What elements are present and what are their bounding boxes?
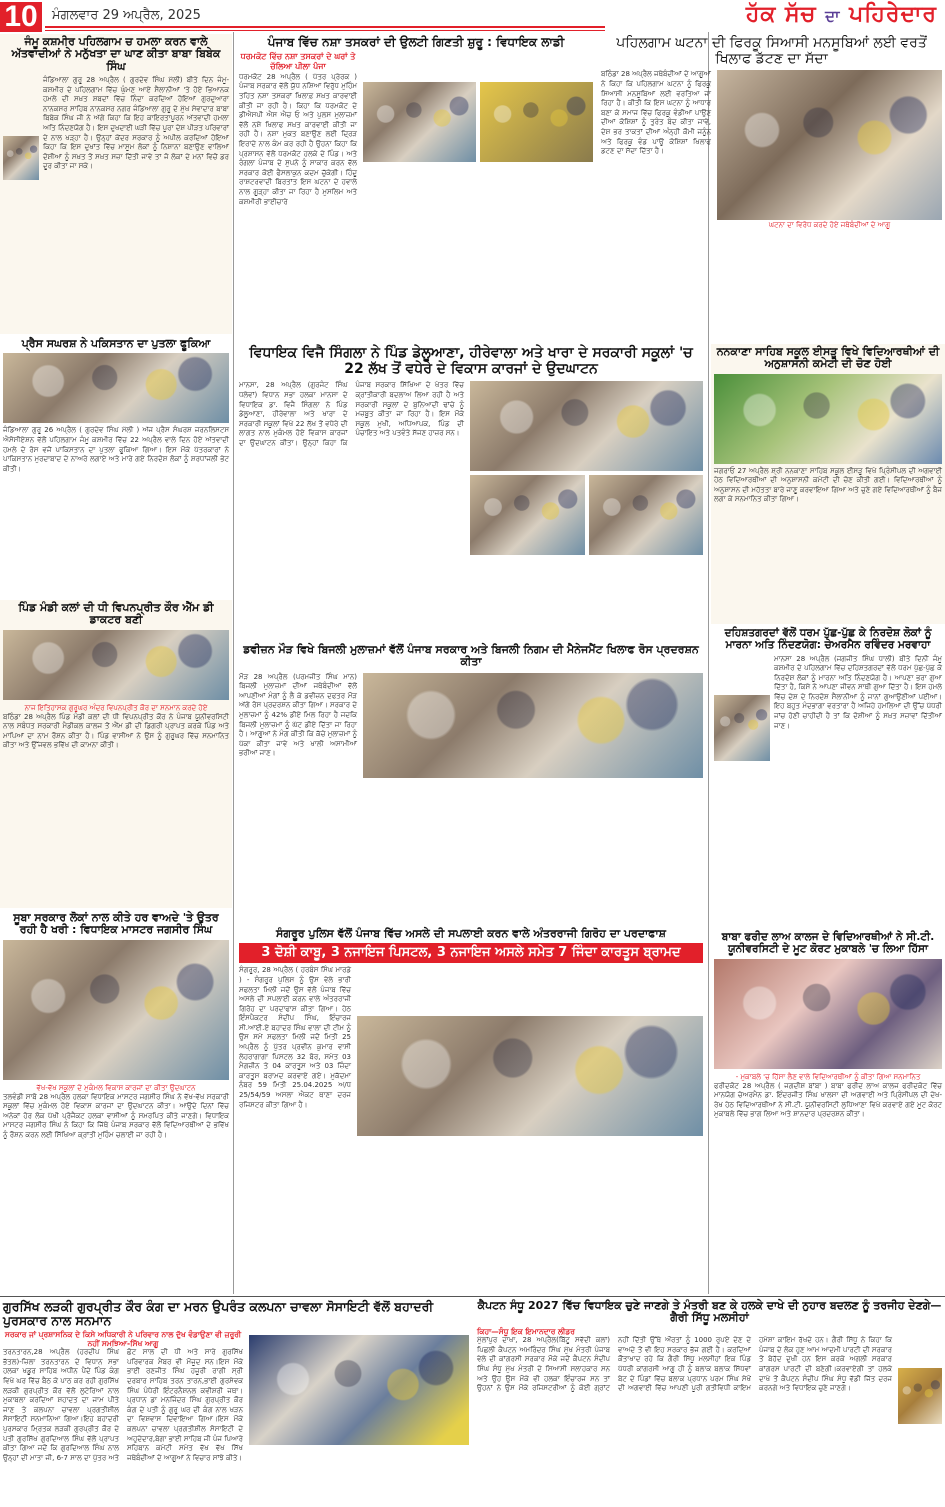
subheadline: ਕਿਹਾ—ਸੰਧੂ ਇਕ ਇਮਾਨਦਾਰ ਲੀਡਰ: [477, 1326, 575, 1336]
police-press-photo: [357, 1016, 703, 1136]
protest-photo: [3, 353, 229, 423]
bulldozer-photo: [480, 82, 593, 162]
headline: ਵਿਧਾਇਕ ਵਿਜੈ ਸਿੰਗਲਾ ਨੇ ਪਿੰਡ ਡੇਲੂਆਣਾ, ਹੀਰੇਵਾਲਾ ਅਤੇ ਖਾਰਾ ਦੇ ਸਰਕਾਰੀ ਸਕੂਲਾਂ 'ਚ 22 ਲੱਖ ਤੋਂ ਵਧੇਰੇ ਦੇ ਵਿਕਾਸ ਕਾਰਜਾਂ ਦੇ ਉਦਘਾਟਨ: [249, 345, 693, 377]
protest-rally-photo: [717, 70, 942, 220]
column-divider: [233, 32, 234, 1294]
headline: ਪਹਿਲਗਾਮ ਘਟਨਾ ਦੀ ਫਿਰਕੂ ਸਿਆਸੀ ਮਨਸੂਬਿਆਂ ਲਈ ਵਰਤੋਂ ਖਿਲਾਫ ਡੱਟਣ ਦਾ ਸੱਦਾ: [616, 35, 927, 67]
section-divider: [0, 1296, 945, 1297]
article-punjab-drugs[interactable]: [236, 34, 596, 342]
photo-caption: - ਮੁਕਾਬਲੇ 'ਚ ਹਿੱਸਾ ਲੈਣ ਵਾਲੇ ਵਿਦਿਆਰਥੀਆਂ ਨੂੰ ਕੀਤਾ ਗਿਆ ਸਨਮਾਨਿਤ: [735, 1072, 921, 1081]
headline: ਸੂਬਾ ਸਰਕਾਰ ਲੋਕਾਂ ਨਾਲ ਕੀਤੇ ਹਰ ਵਾਅਦੇ 'ਤੇ ਉਤਰ ਰਹੀ ਹੈ ਖਰੀ : ਵਿਧਾਇਕ ਮਾਸਟਰ ਜਗਸੀਰ ਸਿੰਘ: [13, 911, 219, 937]
article-body: ਮਾਨਸਾ 28 ਅਪ੍ਰੈਲ (ਜਗਜੀਤ ਸਿੰਘ ਧਾਲੀ) ਬੀਤੇ ਦਿਨੀਂ ਜੰਮੂ ਕਸ਼ਮੀਰ ਦੇ ਪਹਿਲਗਾਮ ਵਿੱਚ ਦਹਿਸ਼ਤਗਰਦਾਂ ਵੱਲੋਂ ਧਰਮ ਪੁੱਛ-ਪੁੱਛ ਕੇ ਨਿਰਦੋਸ਼ ਲੋਕਾਂ ਨੂੰ ਮਾਰਨਾ ਅਤਿ ਨਿੰਦਣਯੋਗ ਹੈ। ਆਪਣਾ ਭਰਾ ਗੁਆ ਦਿੱਤਾ ਹੈ, ਕਿਸੇ ਨੇ ਆਪਣਾ ਜੀਵਨ ਸਾਥੀ ਗੁਆ ਦਿੱਤਾ ਹੈ। ਇਸ ਹਮਲੇ ਵਿੱਚ ਦੇਸ਼ ਦੇ ਨਿਰਦੋਸ਼ ਸੈਲਾਨੀਆਂ ਨੂੰ ਜਾਨਾਂ ਗੁਆਉਣੀਆਂ ਪਈਆਂ। ਇਹ ਬਹੁਤ ਮੰਦਭਾਗਾ ਵਰਤਾਰਾ ਹੈ ਅਜਿਹੇ ਹਮਲਿਆਂ ਦੀ ਉੱਚ ਪੱਧਰੀ ਜਾਂਚ ਹੋਣੀ ਚਾਹੀਦੀ ਹੈ ਤਾਂ ਕਿ ਦੋਸ਼ੀਆਂ ਨੂੰ ਸਖ਼ਤ ਸਜ਼ਾਵਾਂ ਦਿੱਤੀਆਂ ਜਾਣ।: [774, 654, 942, 730]
article-singla[interactable]: [236, 344, 706, 640]
article-body: ਮਾਨਸਾ, 28 ਅਪ੍ਰੈਲ (ਗੁਰਜੰਟ ਸਿੰਘ ਧਲੇਵਾਂ) ਵਿਧਾਨ ਸਭਾ ਹਲਕਾ ਮਾਨਸਾ ਦੇ ਵਿਧਾਇਕ ਡਾ. ਵਿਜੈ ਸਿੰਗਲਾ ਨੇ ਪਿੰਡ ਡੇਲੂਆਣਾ, ਹੀਰੇਵਾਲਾ ਅਤੇ ਖਾਰਾ ਦੇ ਸਰਕਾਰੀ ਸਕੂਲਾਂ ਵਿਖੇ 22 ਲੱਖ ਤੋਂ ਵਧੇਰੇ ਦੀ ਲਾਗਤ ਨਾਲ ਮੁਕੰਮਲ ਹੋਏ ਵਿਕਾਸ ਕਾਰਜਾਂ ਦਾ ਉਦਘਾਟਨ ਕੀਤਾ। ਉਨ੍ਹਾਂ ਕਿਹਾ ਕਿ ਪੰਜਾਬ ਸਰਕਾਰ ਸਿੱਖਿਆ ਦੇ ਖੇਤਰ ਵਿੱਚ ਕ੍ਰਾਂਤੀਕਾਰੀ ਬਦਲਾਅ ਲਿਆ ਰਹੀ ਹੈ ਅਤੇ ਸਰਕਾਰੀ ਸਕੂਲਾਂ ਦੇ ਬੁਨਿਆਦੀ ਢਾਂਚੇ ਨੂੰ ਮਜ਼ਬੂਤ ਕੀਤਾ ਜਾ ਰਿਹਾ ਹੈ। ਇਸ ਮੌਕੇ ਸਕੂਲ ਮੁਖੀ, ਅਧਿਆਪਕ, ਪਿੰਡ ਦੀ ਪੰਚਾਇਤ ਅਤੇ ਪਤਵੰਤੇ ਸੱਜਣ ਹਾਜ਼ਰ ਸਨ।: [239, 381, 464, 447]
article-body: ਮੁੱਲਾਂਪੁਰ ਦਾਖਾ, 28 ਅਪ੍ਰੈਲ(ਬਿੱਟੂ ਸਵੱਦੀ ਕਲਾਂ) ਪਿਛਲੀ ਕੈਪਟਨ ਅਮਰਿੰਦਰ ਸਿੰਘ ਮੁੱਖ ਮੰਤਰੀ ਪੰਜਾਬ ਵੇਲੇ ਦੀ ਕਾਂਗਰਸੀ ਸਰਕਾਰ ਮੌਕੇ ਜਦੋਂ ਕੈਪਟਨ ਸੰਦੀਪ ਸਿੰਘ ਸੰਧੂ ਮੁੱਖ ਮੰਤਰੀ ਦੇ ਸਿਆਸੀ ਸਲਾਹਕਾਰ ਸਨ ਅਤੇ ਉਹ ਉਸ ਮੌਕੇ ਵੀ ਹਲਕਾ ਇੰਚਾਰਜ ਸਨ ਤਾਂ ਉਹਨਾਂ ਨੇ ਉਸ ਮੌਕੇ ਰਜਿਸਟਰੀਆਂ ਨੂੰ ਕੋਈ ਗ੍ਰਾਂਟ ਨਹੀਂ ਦਿੱਤੀ ਉੱਥੇ ਔਰਤਾਂ ਨੂੰ 1000 ਰੁਪਏ ਦੇਣ ਦੇ ਵਾਅਦੇ ਤੋਂ ਵੀ ਇਹ ਸਰਕਾਰ ਭੱਜ ਗਈ ਹੈ। ਕਰਦਿਆਂ ਕੌਂਤਾਖਾਦ ਰਹੇ ਕਿ ਗੈਰੀ ਸਿੱਧੂ ਮਲਸੀਹਾਂ ਇਕ ਪਿੰਡ ਪੱਧਰੀ ਕਾਂਗਰਸੀ ਆਗੂ ਹੀ ਨੂੰ ਬਲਾਕ ਬਲਾਕ ਸਿੱਧਵਾਂ ਬੇਟ ਦੇ ਪਿੰਡਾਂ ਵਿੱਚ ਬਲਾਕ ਪ੍ਰਧਾਨ ਪਰਮ ਸਿੰਘ ਸੇਖੋਂ ਦੀ ਅਗਵਾਈ ਵਿੱਚ ਆਪਣੀ ਪੂਰੀ ਗਤੀਵਿਧੀ ਕਾਇਮ ਹਮੇਸ਼ਾ ਕਾਇਮ ਰੱਖਦੇ ਹਨ। ਗੈਰੀ ਸਿੱਧੂ ਨੇ ਕਿਹਾ ਕਿ ਪੰਜਾਬ ਦੇ ਲੋਕ ਹੁਣ ਆਮ ਆਦਮੀ ਪਾਰਟੀ ਦੀ ਸਰਕਾਰ ਤੋਂ ਬੇਹੱਦ ਦੁਖੀ ਹਨ ਇਸ ਕਰਕੇ ਅਗਲੀ ਸਰਕਾਰ ਕਾਂਗਰਸ ਪਾਰਟੀ ਦੀ ਬਣੇਗੀ।ਕਰਵਾਏਗੀ ਤਾਂ ਹਲਕੇ ਦਾਖੇ ਤੋਂ ਕੈਪਟਨ ਸੰਦੀਪ ਸਿੰਘ ਸੰਧੂ ਵੱਡੀ ਜਿੱਤ ਦਰਜ ਕਰਨਗੇ ਅਤੇ ਵਿਧਾਇਕ ਚੁਣੇ ਜਾਣਗੇ।: [477, 1336, 892, 1393]
headline: ਸੰਗਰੂਰ ਪੁਲਿਸ ਵੱਲੋਂ ਪੰਜਾਬ ਵਿੱਚ ਅਸਲੇ ਦੀ ਸਪਲਾਈ ਕਰਨ ਵਾਲੇ ਅੰਤਰਰਾਜੀ ਗਿਰੋਹ ਦਾ ਪਰਦਾਫਾਸ਼: [276, 927, 666, 940]
headline: ਦਹਿਸ਼ਤਗਰਦਾਂ ਵੱਲੋਂ ਧਰਮ ਪੁੱਛ-ਪੁੱਛ ਕੇ ਨਿਰਦੋਸ਼ ਲੋਕਾਂ ਨੂੰ ਮਾਰਨਾ ਅਤਿ ਨਿੰਦਣਯੋਗ: ਚੇਅਰਮੈਨ ਰਵਿੰਦਰ ਮਰਵਾਹਾ: [724, 627, 932, 651]
article-body: ਧਰਮਕੋਟ 28 ਅਪ੍ਰੈਲ ( ਪੱਤਰ ਪ੍ਰੇਰਕ ) ਪੰਜਾਬ ਸਰਕਾਰ ਵੱਲੋਂ ਯੁੱਧ ਨਸ਼ਿਆਂ ਵਿਰੁੱਧ ਮੁਹਿੰਮ ਤਹਿਤ ਨਸ਼ਾ ਤਸਕਰਾਂ ਖਿਲਾਫ਼ ਸਖ਼ਤ ਕਾਰਵਾਈ ਕੀਤੀ ਜਾ ਰਹੀ ਹੈ। ਕਿਹਾ ਕਿ ਧਰਮਕੋਟ ਦੇ ਡੀਐਸਪੀ ਐਸ ਐਚ ਓ ਅਤੇ ਪੁਲਸ ਮੁਲਾਜ਼ਮਾਂ ਵੱਲੋਂ ਨਸ਼ੇ ਖਿਲਾਫ ਸਖ਼ਤ ਕਾਰਵਾਈ ਕੀਤੀ ਜਾ ਰਹੀ ਹੈ। ਨਸ਼ਾ ਮੁਕਤ ਬਣਾਉਣ ਲਈ ਦ੍ਰਿੜ ਇਰਾਦੇ ਨਾਲ ਕੰਮ ਕਰ ਰਹੀ ਹੈ ਉਹਨਾ ਕਿਹਾ ਕਿ ਪ੍ਰਸ਼ਾਸਨ ਵੱਲੋਂ ਧਰਮਕੋਟ ਹਲਕੇ ਦੇ ਪਿੰਡ। ਅਤੇ ਰੰਗਲਾ ਪੰਜਾਬ ਦੇ ਸੁਪਨੇ ਨੂੰ ਸਾਕਾਰ ਕਰਨ ਵੱਲ ਸਰਕਾਰ ਕੋਈ ਫੈਸਲਾਕੁਨ ਕਦਮ ਚੁੱਕੇਗੀ। ਹਿੰਦੂ ਰਾਸ਼ਟਰਵਾਦੀ ਬਿਰਤਾਂਤ ਇਸ ਘਟਨਾ ਦੇ ਹਵਾਲੇ ਨਾਲ ਗੂੜ੍ਹਾ ਕੀਤਾ ਜਾ ਰਿਹਾ ਹੈ ਮੁਸਲਿਮ ਅਤੇ ਕਸ਼ਮੀਰੀ ਭਾਈਚਾਰੇ: [239, 72, 357, 206]
article-baba-farid[interactable]: [711, 930, 945, 1294]
school-event-photo-2: [589, 475, 704, 555]
article-body: ਬਠਿੰਡਾ 28 ਅਪ੍ਰੈਲ ਜਥੇਬੰਦੀਆਂ ਦੇ ਆਗੂਆਂ ਨੇ ਕਿਹਾ ਕਿ ਪਹਿਲਗਾਮ ਘਟਨਾ ਨੂੰ ਫਿਰਕੂ ਸਿਆਸੀ ਮਨਸੂਬਿਆਂ ਲਈ ਵਰਤਿਆ ਜਾ ਰਿਹਾ ਹੈ। ਕੀਤੀ ਕਿ ਇਸ ਘਟਨਾ ਨੂੰ ਆਧਾਰ ਬਣਾ ਕੇ ਸਮਾਜ ਵਿੱਚ ਫਿਰਕੂ ਵੰਡੀਆਂ ਪਾਉਣ ਦੀਆਂ ਕੋਸ਼ਿਸ਼ਾਂ ਨੂੰ ਤੁਰੰਤ ਬੰਦ ਕੀਤਾ ਜਾਵੇ, ਦੇਸ਼ ਭਰ ਤਾਕਤਾਂ ਦੀਆਂ ਅੰਨ੍ਹੀ ਕੌਮੀ ਜਨੂੰਨ ਅਤੇ ਫਿਰਕੂ ਵੰਡ ਪਾਊ ਕੋਸ਼ਿਸ਼ਾਂ ਖਿਲਾਫ ਡਟਣ ਦਾ ਸੱਦਾ ਦਿੱਤਾ ਹੈ।: [601, 70, 711, 156]
headline: ਨਨਕਾਣਾ ਸਾਹਿਬ ਸਕੂਲ ਈਸੜੂ ਵਿਖੇ ਵਿਦਿਆਰਥੀਆਂ ਦੀ ਅਨੁਸ਼ਾਸਨੀ ਕਮੇਟੀ ਦੀ ਚੋਣ ਹੋਈ: [716, 345, 940, 371]
school-event-photo-1: [470, 475, 585, 555]
article-pahalgam[interactable]: [598, 34, 945, 342]
students-photo: [714, 374, 942, 464]
headline: ਪ੍ਰੈਸ ਸਘਰਸ਼ ਨੇ ਪਕਿਸਤਾਨ ਦਾ ਪੁਤਲਾ ਫੂਕਿਆ: [21, 337, 211, 350]
logo-text-3: ਪਹਿਰੇਦਾਰ: [849, 2, 937, 27]
headline: ਜੰਮੂ ਕਸ਼ਮੀਰ ਪਹਿਲਗਾਮ ਚ ਹਮਲਾ ਕਰਨ ਵਾਲੇ ਅੱਤਵਾਦੀਆਂ ਨੇ ਮਨੁੱਖਤਾ ਦਾ ਘਾਣ ਕੀਤਾ ਬਾਬਾ ਬਿਬੇਕ ਸਿੰਘ: [11, 35, 221, 73]
article-body: ਤਰਨਤਾਰਨ,28 ਅਪ੍ਰੈਲ (ਹਰਦੀਪ ਸਿੰਘ ਭੱਤਲ)-ਜ਼ਿਲਾ ਤਰਨਤਾਰਨ ਦੇ ਵਿਧਾਨ ਸਭਾ ਹਲਕਾ ਖਡੂਰ ਸਾਹਿਬ ਅਧੀਨ ਪੈਂਦੇ ਪਿੰਡ ਕੰਗ ਵਿਖੇ ਘਰ ਵਿੱਚ ਬੈਠ ਕੇ ਪਾਠ ਕਰ ਰਹੀ ਗੁਰਸਿੱਖ ਲੜਕੀ ਗੁਰਪ੍ਰੀਤ ਕੌਰ ਵੱਲੋਂ ਲੁਟੇਰਿਆਂ ਨਾਲ ਮੁਕਾਬਲਾ ਕਰਦਿਆਂ ਸ਼ਹਾਦਤ ਦਾ ਜਾਮ ਪੀਤੇ ਜਾਣ ਤੇ ਕਲਪਨਾ ਚਾਵਲਾ ਪ੍ਰਗਤੀਸ਼ੀਲ ਸੋਸਾਇਟੀ ਸਨਮਾਨਿਆ ਗਿਆ।ਇਹ ਬਹਾਦਰੀ ਪੁਰਸਕਾਰ ਮ੍ਰਿਤਕ ਲੜਕੀ ਗੁਰਪ੍ਰੀਤ ਕੌਰ ਦੇ ਪਤੀ ਗੁਰਸਿੱਖ ਗੁਰਦਿਆਲ ਸਿੰਘ ਵੱਲੋਂ ਪ੍ਰਾਪਤ ਕੀਤਾ ਗਿਆ ਜਦੋਂ ਕਿ ਗੁਰਦਿਆਲ ਸਿੰਘ ਨਾਲ ਉਨ੍ਹਾਂ ਦੀ ਮਾਤਾ ਜੀ, 6-7 ਸਾਲ ਦਾ ਪੁੱਤਰ ਅਤੇ ਛੋਟ ਸਾਲ ਦੀ ਧੀ ਅਤੇ ਸਾਰੇ ਗੁਰਸਿੱਖ ਪਰਿਵਾਰਕ ਮੈਂਬਰ ਵੀ ਮੌਜੂਦ ਸਨ।ਇਸ ਮੌਕੇ ਭਾਈ ਰਣਜੀਤ ਸਿੰਘ ਹਜ਼ੂਰੀ ਰਾਗੀ ਸ੍ਰੀ ਦਰਬਾਰ ਸਾਹਿਬ ਤਰਨ ਤਾਰਨ,ਭਾਈ ਗੁਰਸੇਵਕ ਸਿੰਘ ਪੰਧੇਰੀ ਇੰਟਰਨੈਸ਼ਨਲ ਕਵੀਸ਼ਰੀ ਜਥਾ। ਪ੍ਰਧਾਨ ਡਾ ਮਨਜਿੰਦਰ ਸਿੰਘ ਗੁਰਪ੍ਰੀਤ ਕੌਰ ਕੰਗ ਦੇ ਪਤੀ ਨੂੰ ਗੁਰੂ ਘਰ ਦੀ ਕੰਗ ਨਾਲ ਖੜਨ ਦਾ ਵਿਸ਼ਵਾਸ ਦਿਵਾਇਆ ਗਿਆ।ਇਸ ਮੌਕੇ ਕਲਪਨਾ ਚਾਵਲਾ ਪ੍ਰਗਤੀਸ਼ੀਲ ਸੋਸਾਇਟੀ ਦੇ ਅਹੁਦੇਦਾਰ,ਬੇਗਾ ਭਾਈ ਸਾਹਿਬ ਜੀ ਪੰਜ ਪਿਆਰੇ ਸਹਿਬਾਨ ਕਮੇਟੀ ਸਮੇਤ ਵੱਖ ਵੱਖ ਸਿੱਖ ਜਥੇਬੰਦੀਆਂ ਦੇ ਆਗੂਆਂ ਨੇ ਵਿਚਾਰ ਸਾਂਝੇ ਕੀਤੇ।: [3, 1348, 243, 1462]
award-ceremony-photo: [249, 1335, 469, 1445]
article-press-club[interactable]: [0, 336, 232, 598]
headline: ਕੈਪਟਨ ਸੰਧੂ 2027 ਵਿੱਚ ਵਿਧਾਇਕ ਚੁਣੇ ਜਾਣਗੇ ਤੇ ਮੰਤਰੀ ਬਣ ਕੇ ਹਲਕੇ ਦਾਖੇ ਦੀ ਨੁਹਾਰ ਬਦਲਣ ਨੂੰ ਤਰਜੀਹ ਦੇਣਗੇ—ਗੈਰੀ ਸਿੱਧੂ ਮਲਸੀਹਾਂ: [477, 1299, 942, 1325]
headline: ਗੁਰਸਿੱਖ ਲੜਕੀ ਗੁਰਪ੍ਰੀਤ ਕੌਰ ਕੰਗ ਦਾ ਮਰਨ ਉਪਰੰਤ ਕਲਪਨਾ ਚਾਵਲਾ ਸੋਸਾਇਟੀ ਵੱਲੋਂ ਬਹਾਦਰੀ ਪੁਰਸਕਾਰ ਨਾਲ ਸਨਮਾਨ: [3, 1299, 434, 1328]
portrait-photo: [3, 136, 39, 180]
logo-text-2: ਦਾ: [825, 7, 841, 25]
article-gurpreet[interactable]: [0, 1298, 472, 1507]
subheadline: ਧਰਮਕੋਟ ਵਿੱਚ ਨਸ਼ਾ ਤਸਕਰਾਂ ਦੇ ਘਰਾਂ ਤੇ ਚੱਲਿਆ ਪੀਲਾ ਪੰਜਾ: [240, 52, 356, 71]
portrait-photo: [898, 1368, 942, 1424]
headline: ਪੰਜਾਬ ਵਿੱਚ ਨਸ਼ਾ ਤਸਕਰਾਂ ਦੀ ਉਲਟੀ ਗਿਣਤੀ ਸ਼ੁਰੂ : ਵਿਧਾਇਕ ਲਾਡੀ: [267, 35, 565, 49]
article-jammu[interactable]: [0, 34, 232, 334]
headline: ਪਿੰਡ ਮੰਡੀ ਕਲਾਂ ਦੀ ਧੀ ਵਿਪਨਪ੍ਰੀਤ ਕੌਰ ਐੱਮ ਡੀ ਡਾਕਟਰ ਬਣੀ: [18, 601, 214, 627]
article-power-protest[interactable]: [236, 642, 706, 924]
article-master-jagsir[interactable]: [0, 910, 232, 1294]
photo-caption: ਨਾਜ ਇਤਿਹਾਸਕ ਗੁਰੂਘਰ ਅੰਦਰ ਵਿਪਨਪ੍ਰੀਤ ਕੌਰ ਦਾ ਸਨਮਾਨ ਕਰਦੇ ਹੋਏ: [24, 703, 208, 712]
ceremony-photo: [3, 630, 229, 700]
headline: ਡਵੀਜ਼ਨ ਮੌੜ ਵਿਖੇ ਬਿਜਲੀ ਮੁਲਾਜ਼ਮਾਂ ਵੱਲੋਂ ਪੰਜਾਬ ਸਰਕਾਰ ਅਤੇ ਬਿਜਲੀ ਨਿਗਮ ਦੀ ਮੈਨੇਜਮੈਂਟ ਖਿਲਾਫ ਰੋਸ ਪ੍ਰਦਰਸ਼ਨ ਕੀਤਾ: [243, 643, 699, 669]
article-nankana[interactable]: [711, 344, 945, 624]
photo-caption: ਘਟਨਾ ਦਾ ਵਿਰੋਧ ਕਰਦੇ ਹੋਏ ਜਥੇਬੰਦੀਆਂ ਦੇ ਆਗੂ: [768, 221, 891, 230]
article-body: ਬਠਿੰਡਾ 28 ਅਪ੍ਰੈਲ ਪਿੰਡ ਮੰਡੀ ਕਲਾਂ ਦੀ ਧੀ ਵਿਪਨਪ੍ਰੀਤ ਕੌਰ ਨੇ ਪੰਜਾਬ ਯੂਨੀਵਰਸਿਟੀ ਨਾਲ ਸਬੰਧਤ ਸਰਕਾਰੀ ਮੈਡੀਕਲ ਕਾਲਜ ਤੋਂ ਐੱਮ ਡੀ ਦੀ ਡਿਗਰੀ ਪ੍ਰਾਪਤ ਕਰਕੇ ਪਿੰਡ ਅਤੇ ਮਾਪਿਆਂ ਦਾ ਨਾਮ ਰੌਸ਼ਨ ਕੀਤਾ ਹੈ। ਪਿੰਡ ਵਾਸੀਆਂ ਨੇ ਉਸ ਨੂੰ ਗੁਰੂਘਰ ਵਿੱਚ ਸਨਮਾਨਿਤ ਕੀਤਾ ਅਤੇ ਉੱਜਵਲ ਭਵਿੱਖ ਦੀ ਕਾਮਨਾ ਕੀਤੀ।: [3, 712, 229, 750]
article-captain[interactable]: [474, 1298, 945, 1507]
article-body: ਜੰਡਿਆਲਾ ਗੁਰੂ 28 ਅਪ੍ਰੈਲ ( ਗੁਰਦੇਵ ਸਿੰਘ ਮੱਲੀ) ਬੀਤੇ ਦਿਨ ਜੰਮੂ-ਕਸ਼ਮੀਰ ਦੇ ਪਹਿਲਗਾਮ ਵਿੱਚ ਘੁੰਮਣ ਆਏ ਸੈਲਾਨੀਆਂ 'ਤੇ ਹੋਏ ਭਿਆਨਕ ਹਮਲੇ ਦੀ ਸਖ਼ਤ ਸ਼ਬਦਾਂ ਵਿੱਚ ਨਿੰਦਾ ਕਰਦਿਆਂ ਹੋਇਆਂ ਗੁਰਦੁਆਰਾ ਨਾਨਕਸਰ ਸਾਹਿਬ ਨਾਨਕਸਰ ਨਗਰ ਜੰਡਿਆਲਾ ਗੁਰੂ ਦੇ ਮੁੱਖ ਸੇਵਾਦਾਰ ਬਾਬਾ ਬਿਬੇਕ ਸਿੰਘ ਜੀ ਨੇ ਅੱਗੇ ਕਿਹਾ ਕਿ ਇਹ ਕਾਇਰਤਾਪੂਰਨ ਅੱਤਵਾਦੀ ਹਮਲਾ ਅਤਿ ਨਿੰਦਣਯੋਗ ਹੈ। ਇਸ ਦੁਖਦਾਈ ਘੜੀ ਵਿੱਚ ਪੂਰਾ ਦੇਸ਼ ਪੀੜਤ ਪਰਿਵਾਰਾਂ ਦੇ ਨਾਲ ਖੜ੍ਹਾ ਹੈ। ਉਨ੍ਹਾਂ ਕੇਂਦਰ ਸਰਕਾਰ ਨੂੰ ਅਪੀਲ ਕਰਦਿਆਂ ਹੋਇਆਂ ਕਿਹਾ ਕਿ ਇਸ ਦੁਖਾਂਤ ਵਿੱਚ ਮਾਸੂਮ ਲੋਕਾਂ ਨੂੰ ਨਿਸ਼ਾਨਾ ਬਣਾਉਣ ਵਾਲਿਆਂ ਦੋਸ਼ੀਆਂ ਨੂੰ ਸਖ਼ਤ ਤੋਂ ਸਖ਼ਤ ਸਜ਼ਾ ਦਿੱਤੀ ਜਾਵੇ ਤਾਂ ਜੋ ਲੋਕਾਂ ਦੇ ਮਨਾਂ ਵਿਚੋਂ ਡਰ ਦੂਰ ਕੀਤਾ ਜਾ ਸਕੇ।: [43, 75, 229, 171]
demolition-photo: [363, 82, 476, 162]
school-inauguration-photo: [470, 381, 703, 471]
issue-date: ਮੰਗਲਵਾਰ 29 ਅਪ੍ਰੈਲ, 2025: [52, 8, 201, 23]
article-condolence[interactable]: [711, 626, 945, 928]
article-body: ਤਲਵੰਡੀ ਸਾਬੋ 28 ਅਪ੍ਰੈਲ ਹਲਕਾ ਵਿਧਾਇਕ ਮਾਸਟਰ ਜਗਸੀਰ ਸਿੰਘ ਨੇ ਵੱਖ-ਵੱਖ ਸਰਕਾਰੀ ਸਕੂਲਾਂ ਵਿੱਚ ਮੁਕੰਮਲ ਹੋਏ ਵਿਕਾਸ ਕਾਰਜਾਂ ਦਾ ਉਦਘਾਟਨ ਕੀਤਾ। ਆਉਂਦੇ ਦਿਨਾਂ ਵਿੱਚ ਅਨੇਕਾਂ ਹੋਰ ਲੋਕ ਪੱਖੀ ਪ੍ਰੋਜੈਕਟ ਹਲਕਾ ਵਾਸੀਆਂ ਨੂੰ ਸਮਰਪਿਤ ਕੀਤੇ ਜਾਣਗੇ। ਵਿਧਾਇਕ ਮਾਸਟਰ ਜਗਸੀਰ ਸਿੰਘ ਨੇ ਕਿਹਾ ਕਿ ਜਿੱਥੇ ਪੰਜਾਬ ਸਰਕਾਰ ਵੱਲੋਂ ਵਿਦਿਆਰਥੀਆਂ ਦੇ ਭਵਿੱਖ ਨੂੰ ਰੌਸ਼ਨ ਕਰਨ ਲਈ ਸਿੱਖਿਆ ਕ੍ਰਾਂਤੀ ਮੁਹਿੰਮ ਚਲਾਈ ਜਾ ਰਹੀ ਹੈ।: [3, 1092, 229, 1140]
photo-caption: ਵੱਖ-ਵੱਖ ਸਕੂਲਾਂ ਦੇ ਮੁਕੰਮਲ ਵਿਕਾਸ ਕਾਰਜਾਂ ਦਾ ਕੀਤਾ ਉਦਘਾਟਨ: [36, 1083, 196, 1092]
article-body: ਜੰਡਿਆਲਾ ਗੁਰੂ 26 ਅਪ੍ਰੈਲ ( ਗੁਰਦੇਵ ਸਿੰਘ ਮੱਲੀ ) ਅੱਜ ਪ੍ਰੈਸ ਸੰਘਰਸ਼ ਜਰਨਲਿਸਟਸ ਐਸੋਸੀਏਸ਼ਨ ਵੱਲੋਂ ਪਹਿਲਗਾਮ ਜੰਮੂ ਕਸ਼ਮੀਰ ਵਿੱਚ 22 ਅਪ੍ਰੈਲ ਵਾਲੇ ਦਿਨ ਹੋਏ ਅੱਤਵਾਦੀ ਹਮਲੇ ਦੇ ਰੋਸ ਵਜੋਂ ਪਾਕਿਸਤਾਨ ਦਾ ਪੁਤਲਾ ਫੂਕਿਆ ਗਿਆ। ਇਸ ਮੌਕੇ ਪੱਤਰਕਾਰਾਂ ਨੇ ਪਾਕਿਸਤਾਨ ਮੁਰਦਾਬਾਦ ਦੇ ਨਾਅਰੇ ਲਗਾਏ ਅਤੇ ਮਾਰੇ ਗਏ ਨਿਰਦੋਸ਼ ਲੋਕਾਂ ਨੂੰ ਸ਼ਰਧਾਂਜਲੀ ਭੇਟ ਕੀਤੀ।: [3, 426, 229, 473]
newspaper-logo[interactable]: [746, 2, 937, 27]
logo-text-1: ਹੱਕ ਸੱਚ: [745, 2, 817, 27]
article-body: ਮੌੜ 28 ਅਪ੍ਰੈਲ (ਪਰਮਜੀਤ ਸਿੰਘ ਮਾਨ) ਬਿਜਲੀ ਮੁਲਾਜ਼ਮਾਂ ਦੀਆਂ ਜਥੇਬੰਦੀਆਂ ਵੱਲੋਂ ਆਪਣੀਆਂ ਮੰਗਾਂ ਨੂੰ ਲੈ ਕੇ ਡਵੀਜ਼ਨ ਦਫਤਰ ਮੌੜ ਅੱਗੇ ਰੋਸ ਪ੍ਰਦਰਸ਼ਨ ਕੀਤਾ ਗਿਆ। ਸਰਕਾਰ ਦੇ ਮੁਲਾਜ਼ਮਾਂ ਨੂੰ 42% ਡੀਏ ਮਿਲ ਰਿਹਾ ਹੈ ਜਦਕਿ ਬਿਜਲੀ ਮੁਲਾਜ਼ਮਾਂ ਨੂੰ ਘੱਟ ਡੀਏ ਦਿੱਤਾ ਜਾ ਰਿਹਾ ਹੈ। ਆਗੂਆਂ ਨੇ ਮੰਗ ਕੀਤੀ ਕਿ ਕੱਚੇ ਮੁਲਾਜ਼ਮਾਂ ਨੂੰ ਪੱਕਾ ਕੀਤਾ ਜਾਵੇ ਅਤੇ ਖਾਲੀ ਅਸਾਮੀਆਂ ਭਰੀਆਂ ਜਾਣ।: [239, 672, 357, 758]
highlight-banner: 3 ਦੋਸ਼ੀ ਕਾਬੂ, 3 ਨਜਾਇਜ ਪਿਸਟਲ, 3 ਨਜਾਇਜ ਅਸਲੇ ਸਮੇਤ 7 ਜਿੰਦਾ ਕਾਰਤੂਸ ਬ੍ਰਾਮਦ: [239, 943, 703, 963]
masthead: [0, 0, 945, 33]
article-body: ਜਗਰਾਓਂ 27 ਅਪ੍ਰੈਲ ਸ਼੍ਰੀ ਨਨਕਾਣਾ ਸਾਹਿਬ ਸਕੂਲ ਈਸੜੂ ਵਿਖੇ ਪ੍ਰਿੰਸੀਪਲ ਦੀ ਅਗਵਾਈ ਹੇਠ ਵਿਦਿਆਰਥੀਆਂ ਦੀ ਅਨੁਸ਼ਾਸਨੀ ਕਮੇਟੀ ਦੀ ਚੋਣ ਕੀਤੀ ਗਈ। ਵਿਦਿਆਰਥੀਆਂ ਨੂੰ ਅਨੁਸ਼ਾਸਨ ਦੀ ਮਹੱਤਤਾ ਬਾਰੇ ਜਾਣੂ ਕਰਵਾਇਆ ਗਿਆ ਅਤੇ ਚੁਣੇ ਗਏ ਵਿਦਿਆਰਥੀਆਂ ਨੂੰ ਬੈਜ ਲਗਾ ਕੇ ਸਨਮਾਨਿਤ ਕੀਤਾ ਗਿਆ।: [714, 466, 942, 504]
subheadline: ਸਰਕਾਰ ਜਾਂ ਪ੍ਰਸ਼ਾਸਨਿਕ ਦੇ ਕਿਸੇ ਅਧਿਕਾਰੀ ਨੇ ਪਰਿਵਾਰ ਨਾਲ ਦੁੱਖ ਵੰਡਾਉਣਾ ਵੀ ਜ਼ਰੂਰੀ ਨਹੀਂ ਸਮਝਿਆ-ਸਿੱਖ ਆਗੂ: [4, 1330, 242, 1348]
inauguration-photo: [3, 940, 229, 1080]
article-sangrur-police[interactable]: [236, 926, 706, 1294]
header-rule-thin: [45, 30, 605, 31]
students-award-photo: [714, 959, 942, 1069]
page-number: 10: [0, 2, 42, 32]
protest-photo: [363, 673, 703, 778]
headline: ਬਾਬਾ ਫਰੀਦ ਲਾਅ ਕਾਲਜ ਦੇ ਵਿਦਿਆਰਥੀਆਂ ਨੇ ਸੀ.ਟੀ. ਯੂਨੀਵਰਸਿਟੀ ਦੇ ਮੂਟ ਕੋਰਟ ਮੁਕਾਬਲੇ 'ਚ ਲਿਆ ਹਿੱਸਾ: [721, 931, 935, 955]
article-mandi-kalan[interactable]: [0, 600, 232, 908]
header-rule: [45, 26, 605, 28]
article-body: ਫਰੀਦਕੋਟ 28 ਅਪ੍ਰੈਲ ( ਜਗਦੀਸ਼ ਬਾਂਬਾ ) ਬਾਬਾ ਫਰੀਦ ਲਾਅ ਕਾਲਜ ਫਰੀਦਕੋਟ ਵਿੱਚ ਮਾਨਯੋਗ ਚੇਅਰਮੈਨ ਡਾ. ਇੰਦਰਜੀਤ ਸਿੰਘ ਖਾਲਸਾ ਦੀ ਅਗਵਾਈ ਅਤੇ ਪ੍ਰਿੰਸੀਪਲ ਦੀ ਦੇਖ-ਰੇਖ ਹੇਠ ਵਿਦਿਆਰਥੀਆਂ ਨੇ ਸੀ.ਟੀ. ਯੂਨੀਵਰਸਿਟੀ ਲੁਧਿਆਣਾ ਵਿਖੇ ਕਰਵਾਏ ਗਏ ਮੂਟ ਕੋਰਟ ਮੁਕਾਬਲੇ ਵਿੱਚ ਭਾਗ ਲਿਆ ਅਤੇ ਸ਼ਾਨਦਾਰ ਪ੍ਰਦਰਸ਼ਨ ਕੀਤਾ।: [714, 1081, 942, 1119]
chairman-portrait: [714, 695, 770, 761]
article-body: ਸੰਗਰੂਰ, 28 ਅਪ੍ਰੈਲ ( ਹਰਬੰਸ ਸਿੰਘ ਮਾਰਡੇ ) - ਸੰਗਰੂਰ ਪੁਲਿਸ ਨੂੰ ਉਸ ਵੇਲੇ ਭਾਰੀ ਸਫਲਤਾ ਮਿਲੀ ਜਦੋਂ ਉਸ ਵੱਲੋਂ ਪੰਜਾਬ ਵਿੱਚ ਅਸਲੇ ਦੀ ਸਪਲਾਈ ਕਰਨ ਵਾਲੇ ਅੰਤਰਰਾਜੀ ਗਿਰੋਹ ਦਾ ਪਰਦਾਫਾਸ਼ ਕੀਤਾ ਗਿਆ। ਹੇਠ ਇੰਸਪੈਕਟਰ ਸੰਦੀਪ ਸਿੰਘ, ਇੰਚਾਰਜ ਸੀ.ਆਈ.ਏ ਬਹਾਦਰ ਸਿੰਘ ਵਾਲਾ ਦੀ ਟੀਮ ਨੂੰ ਉਸ ਸਮੇਂ ਸਫਲਤਾ ਮਿਲੀ ਜਦੋਂ ਮਿਤੀ 25 ਅਪ੍ਰੈਲ ਨੂੰ ਪੁੱਤਰ ਪ੍ਰਵੀਨ ਕੁਮਾਰ ਵਾਸੀ ਲੇਹਰਾਗਾਗਾ ਪਿਸਟਲ 32 ਬੋਰ, ਸਮੇਤ 03 ਮੈਗਜ਼ੀਨ ਤੇ 04 ਕਾਰਤੂਸ ਅਤੇ 03 ਜ਼ਿੰਦਾ ਕਾਰਤੂਸ ਬਰਾਮਦ ਕਰਵਾਏ ਗਏ। ਮੁਕੱਦਮਾ ਨੰਬਰ 59 ਮਿਤੀ 25.04.2025 ਅ/ਧ 25/54/59 ਅਸਲਾ ਐਕਟ ਥਾਣਾ ਦਰਜ ਰਜਿਸਟਰ ਕੀਤਾ ਗਿਆ ਹੈ।: [239, 966, 351, 1109]
